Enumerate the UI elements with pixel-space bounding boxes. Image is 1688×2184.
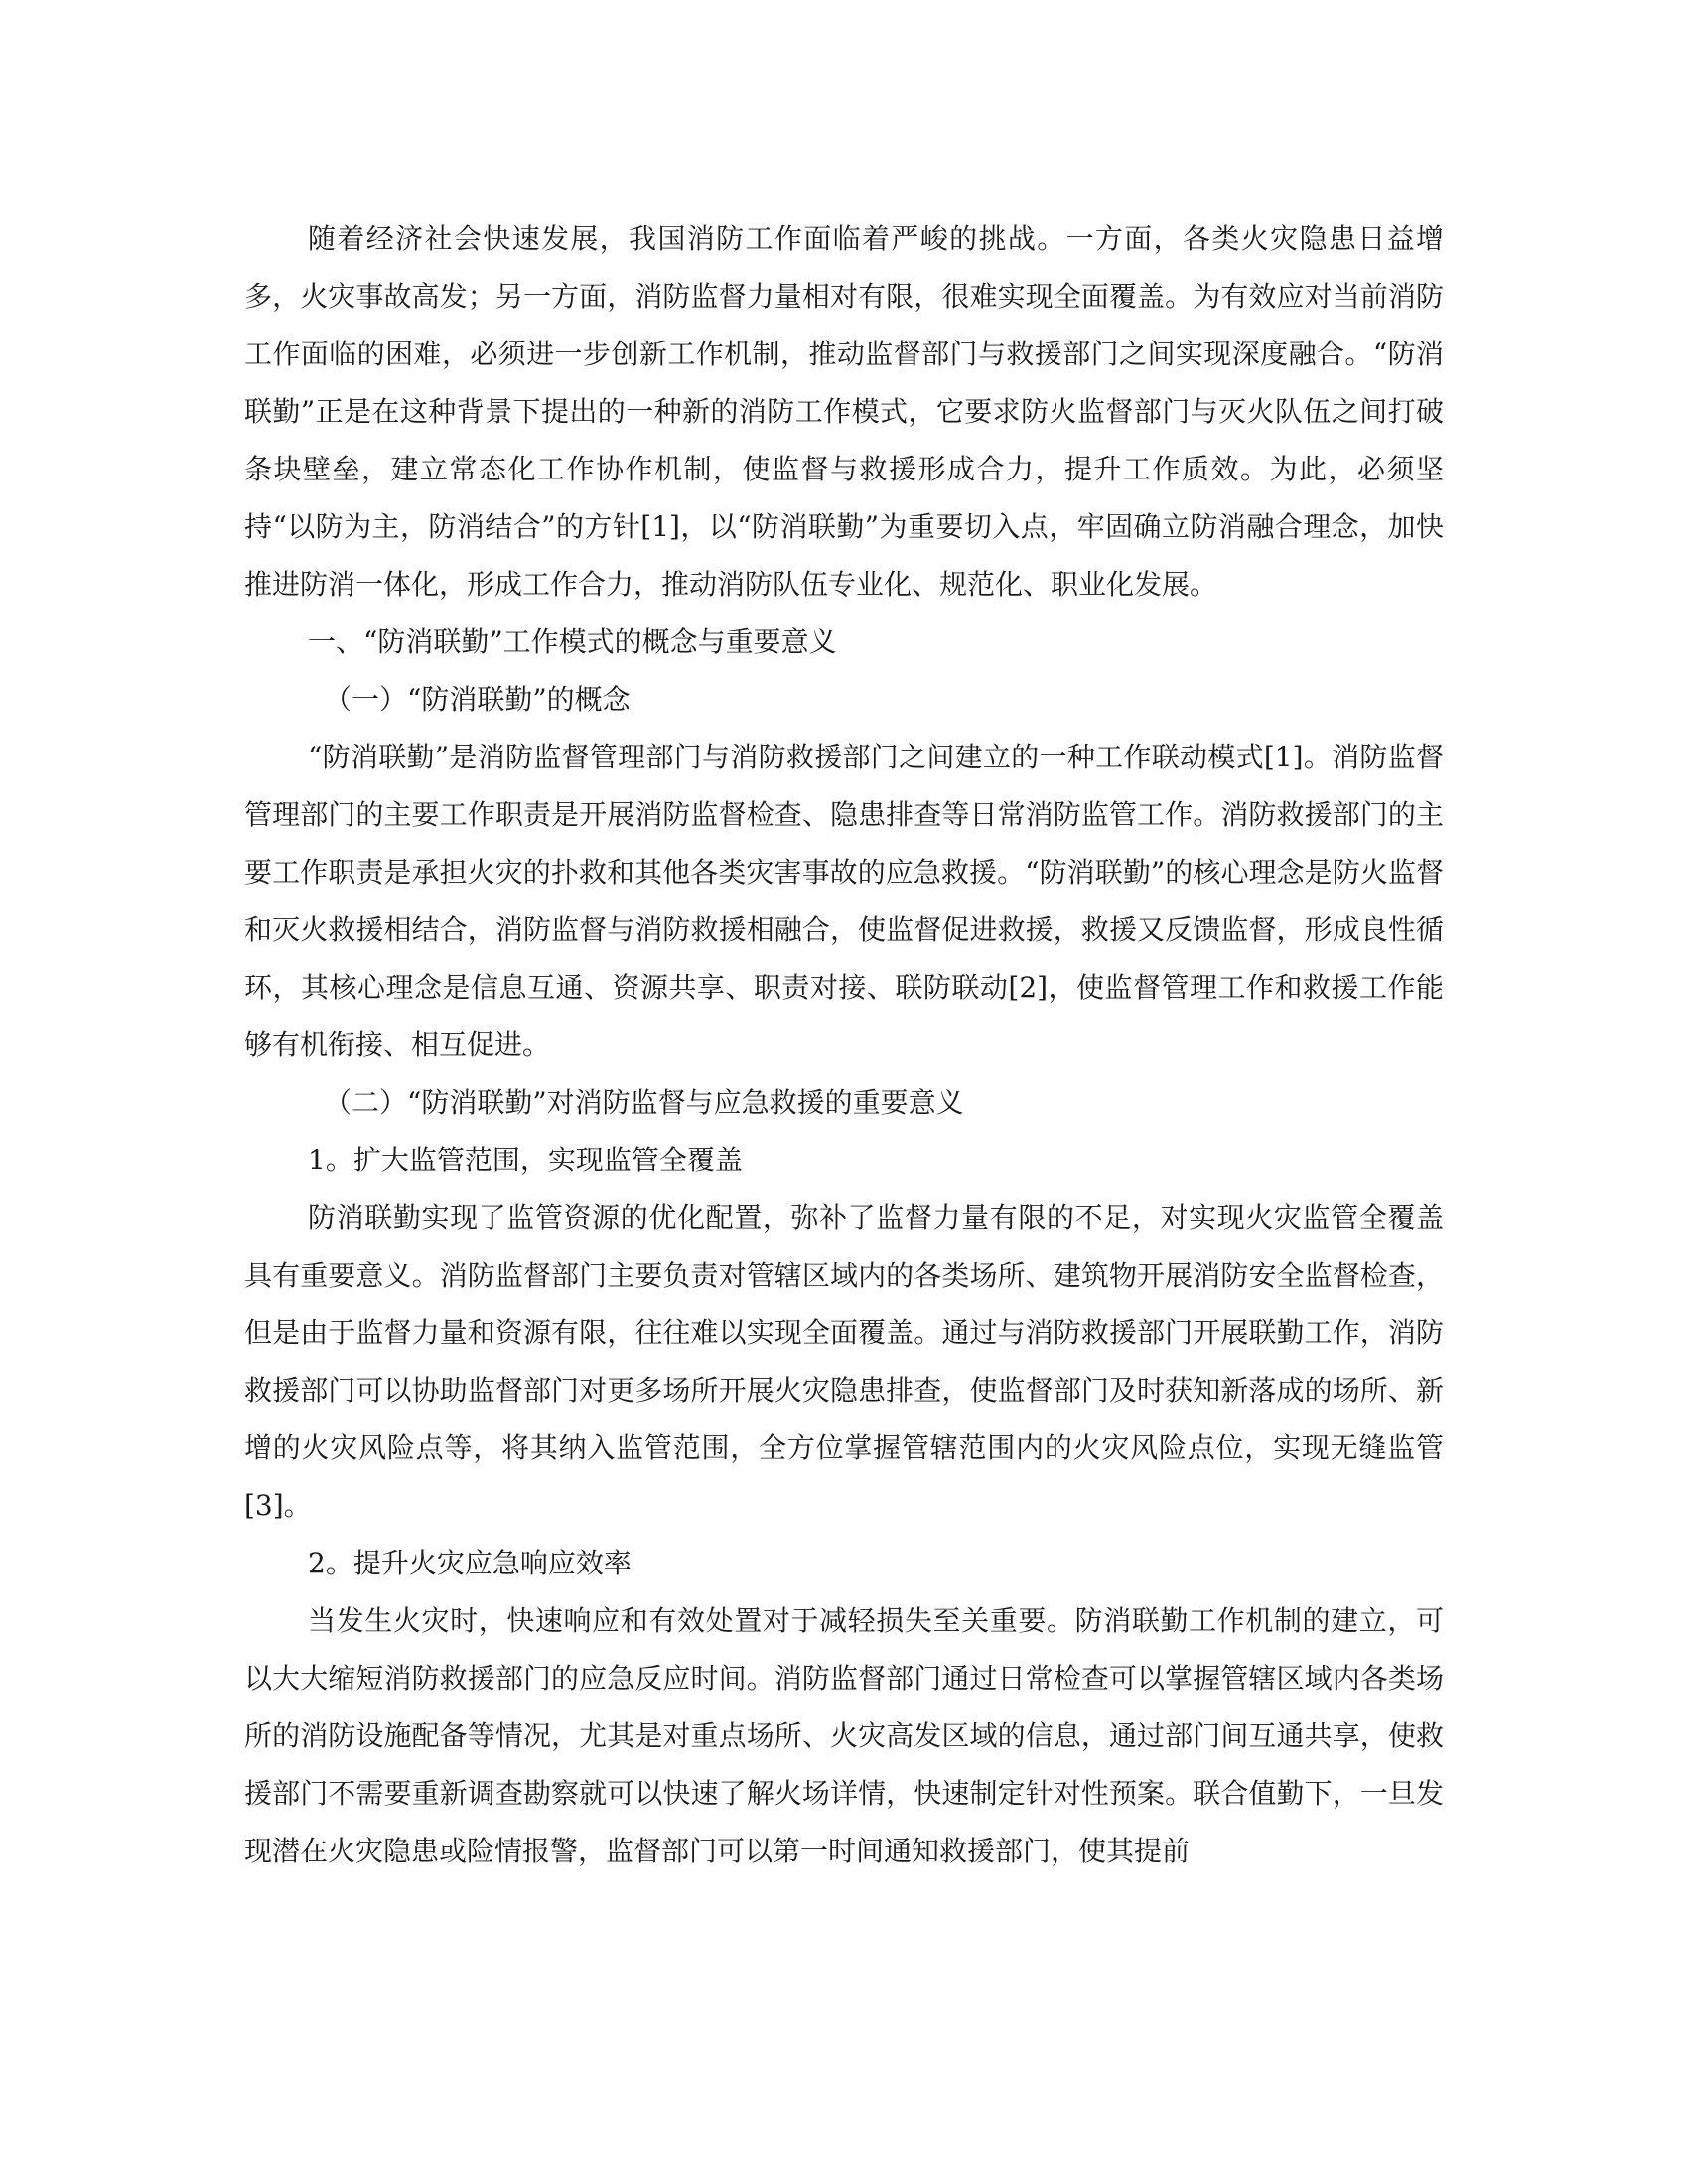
- intro-paragraph: 随着经济社会快速发展，我国消防工作面临着严峻的挑战。一方面，各类火灾隐患日益增多，火灾事故高发；另一方面，消防监督力量相对有限，很难实现全面覆盖。为有效应对当前消防工作面临的困难，必须进一步创新工作机制，推动监督部门与救援部门之间实现深度融合。“防消联勤”正是在这种背景下提出的一种新的消防工作模式，它要求防火监督部门与灭火队伍之间打破条块壁垒，建立常态化工作协作机制，使监督与救援形成合力，提升工作质效。为此，必须坚持“以防为主，防消结合”的方针[1]，以“防消联勤”为重要切入点，牢固确立防消融合理念，加快推进防消一体化，形成工作合力，推动消防队伍专业化、规范化、职业化发展。: [244, 222, 1444, 601]
- subsection-heading-1-1: （一）“防消联勤”的概念: [324, 683, 631, 716]
- section-heading-1: 一、“防消联勤”工作模式的概念与重要意义: [308, 625, 837, 658]
- item-heading-2: 2。提升火灾应急响应效率: [308, 1547, 632, 1579]
- response-paragraph: 当发生火灾时，快速响应和有效处置对于减轻损失至关重要。防消联勤工作机制的建立，可以大大缩短消防救援部门的应急反应时间。消防监督部门通过日常检查可以掌握管辖区域内各类场所的消防设施配备等情况，尤其是对重点场所、火灾高发区域的信息，通过部门间互通共享，使救援部门不需要重新调查勘察就可以快速了解火场详情，快速制定针对性预案。联合值勤下，一旦发现潜在火灾隐患或险情报警，监督部门可以第一时间通知救援部门，使其提前: [244, 1604, 1444, 1867]
- subsection-heading-1-2: （二）“防消联勤”对消防监督与应急救援的重要意义: [324, 1086, 964, 1119]
- item-heading-1: 1。扩大监管范围，实现监管全覆盖: [308, 1144, 743, 1176]
- document-body: [244, 210, 1444, 1880]
- concept-paragraph: “防消联勤”是消防监督管理部门与消防救援部门之间建立的一种工作联动模式[1]。消防监督管理部门的主要工作职责是开展消防监督检查、隐患排查等日常消防监管工作。消防救援部门的主要工作职责是承担火灾的扑救和其他各类灾害事故的应急救援。“防消联勤”的核心理念是防火监督和灭火救援相结合，消防监督与消防救援相融合，使监督促进救援，救援又反馈监督，形成良性循环，其核心理念是信息互通、资源共享、职责对接、联防联动[2]，使监督管理工作和救援工作能够有机衔接、相互促进。: [244, 741, 1444, 1061]
- scope-paragraph: 防消联勤实现了监管资源的优化配置，弥补了监督力量有限的不足，对实现火灾监管全覆盖具有重要意义。消防监督部门主要负责对管辖区域内的各类场所、建筑物开展消防安全监督检查，但是由于监督力量和资源有限，往往难以实现全面覆盖。通过与消防救援部门开展联勤工作，消防救援部门可以协助监督部门对更多场所开展火灾隐患排查，使监督部门及时获知新落成的场所、新增的火灾风险点等，将其纳入监管范围，全方位掌握管辖范围内的火灾风险点位，实现无缝监管[3]。: [244, 1201, 1444, 1522]
